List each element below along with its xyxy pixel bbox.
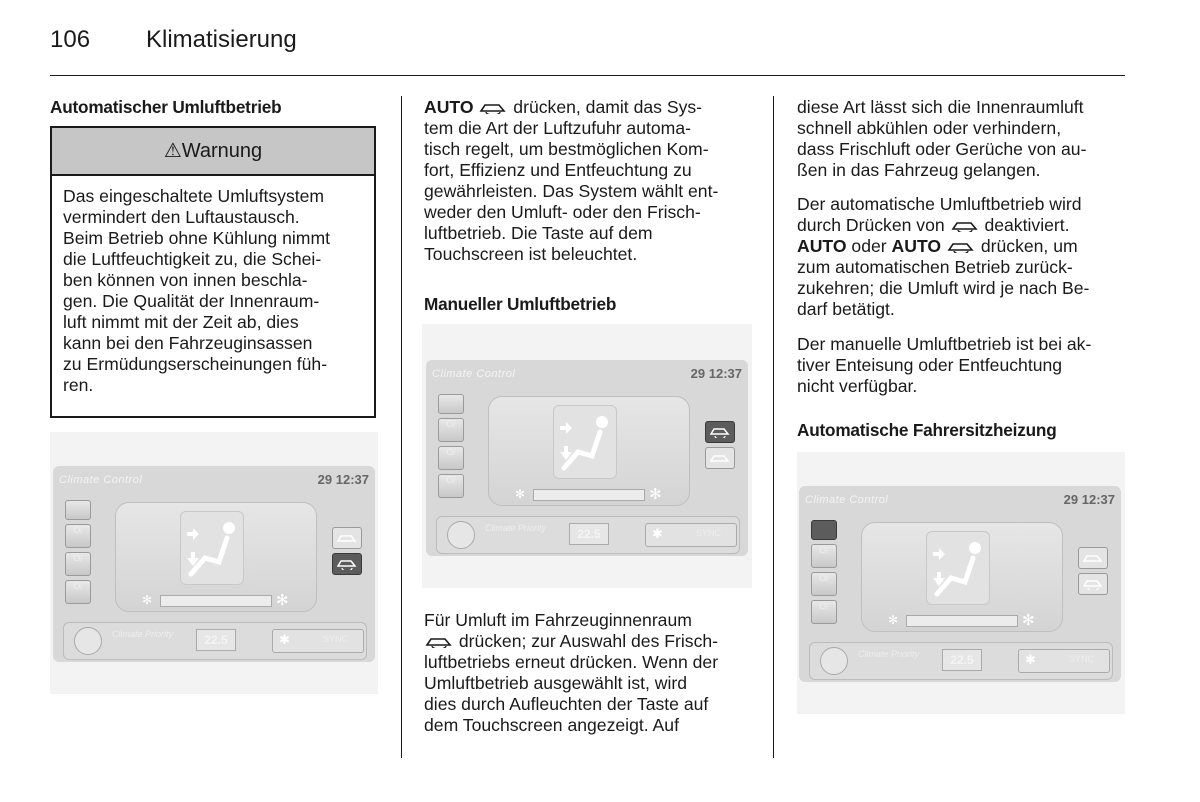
column-divider-1 bbox=[401, 96, 402, 758]
mode-button: O/ bbox=[438, 446, 464, 470]
text-line: oder bbox=[846, 236, 892, 256]
heading-automatic-recirculation: Automatischer Umluftbetrieb bbox=[50, 97, 282, 117]
text-line: Der automatische Umluftbetrieb wird bbox=[797, 194, 1082, 214]
text-line: Touchscreen ist beleuchtet. bbox=[424, 244, 638, 264]
mode-button: O/ bbox=[65, 524, 91, 548]
warning-title: Warnung bbox=[181, 140, 263, 162]
mode-button: O/ bbox=[65, 552, 91, 576]
page-number: 106 bbox=[50, 26, 91, 53]
climate-screen-image bbox=[797, 452, 1125, 714]
warning-line: gen. Die Qualität der Innenraum- bbox=[63, 291, 320, 311]
text-line: dass Frischluft oder Gerüche von au- bbox=[797, 139, 1087, 159]
auto-label: AUTO bbox=[797, 236, 847, 256]
text-line: tisch regelt, um bestmöglichen Kom- bbox=[424, 139, 709, 159]
text-line: dem Touchscreen angezeigt. Auf bbox=[424, 715, 679, 735]
mode-button: O/ bbox=[438, 474, 464, 498]
text-line: schnell abkühlen oder verhindern, bbox=[797, 118, 1062, 138]
fan-low-icon: ✻ bbox=[515, 487, 526, 501]
warning-line: vermindert den Luftaustausch. bbox=[63, 207, 300, 227]
seat-heating-button-active bbox=[811, 520, 837, 540]
text-line: drücken, damit das Sys- bbox=[508, 97, 703, 117]
paragraph-continuation bbox=[797, 97, 1137, 181]
text-line: gewährleisten. Das System wählt ent- bbox=[424, 181, 719, 201]
text-line: ßen in das Fahrzeug gelangen. bbox=[797, 160, 1041, 180]
text-line: dies durch Aufleuchten der Taste auf bbox=[424, 694, 709, 714]
recirculation-button bbox=[1078, 573, 1108, 595]
gear-icon: ✱ bbox=[279, 632, 290, 647]
climate-priority-label: Climate Priority bbox=[112, 629, 174, 639]
paragraph-manual-unavailable bbox=[797, 334, 1137, 397]
settings-sync-button bbox=[1018, 649, 1110, 673]
home-icon bbox=[447, 521, 475, 549]
climate-priority-label: Climate Priority bbox=[485, 523, 547, 533]
seat-button bbox=[65, 500, 91, 520]
climate-touchscreen bbox=[799, 486, 1121, 682]
airflow-panel bbox=[115, 502, 317, 612]
fan-low-icon: ✻ bbox=[142, 593, 153, 607]
climate-screen-image bbox=[422, 324, 752, 588]
text-line: zukehren; die Umluft wird je nach Be- bbox=[797, 278, 1090, 298]
text-line: tiver Enteisung oder Entfeuchtung bbox=[797, 355, 1063, 375]
seat-airflow-graphic bbox=[553, 405, 617, 479]
heading-driver-seat-heating: Automatische Fahrersitzheizung bbox=[797, 420, 1057, 440]
car-fresh-icon bbox=[1083, 553, 1103, 563]
page-header bbox=[50, 26, 297, 54]
paragraph-manual-mode bbox=[424, 610, 760, 736]
fresh-air-button bbox=[1078, 547, 1108, 569]
text-line: luftbetriebs erneut drücken. Wenn der bbox=[424, 652, 719, 672]
mode-button: O/ bbox=[811, 600, 837, 624]
column-divider-2 bbox=[773, 96, 774, 758]
screen-status: 29 12:37 bbox=[1063, 492, 1115, 507]
screen-status: 29 12:37 bbox=[690, 366, 742, 381]
home-icon bbox=[74, 627, 102, 655]
warning-line: ren. bbox=[63, 375, 94, 395]
bottom-bar bbox=[63, 622, 367, 660]
text-line: luftbetrieb. Die Taste auf dem bbox=[424, 223, 653, 243]
seat-airflow-graphic bbox=[926, 531, 990, 605]
text-line: Umluftbetrieb ausgewählt ist, wird bbox=[424, 673, 688, 693]
text-line: drücken, um bbox=[975, 236, 1078, 256]
temperature-display: 22.5 bbox=[196, 629, 236, 651]
gear-icon: ✱ bbox=[652, 526, 663, 541]
climate-screen-image bbox=[50, 432, 378, 694]
home-icon bbox=[820, 647, 848, 675]
recirculation-symbol-icon bbox=[950, 219, 980, 232]
fan-slider bbox=[160, 595, 272, 607]
screen-title: Climate Control bbox=[432, 368, 516, 380]
heading-manual-recirculation: Manueller Umluftbetrieb bbox=[424, 294, 617, 314]
header-rule bbox=[50, 75, 1125, 76]
airflow-panel bbox=[861, 522, 1063, 632]
settings-sync-button bbox=[645, 523, 737, 547]
warning-text bbox=[52, 176, 374, 396]
fan-high-icon: ✻ bbox=[1022, 612, 1035, 629]
car-fresh-icon bbox=[710, 453, 730, 463]
warning-triangle-icon: ⚠ bbox=[163, 140, 182, 162]
gear-icon: ✱ bbox=[1025, 652, 1036, 667]
auto-label: AUTO bbox=[424, 97, 474, 117]
text-line: Für Umluft im Fahrzeuginnenraum bbox=[424, 610, 692, 630]
mode-button: O/ bbox=[65, 580, 91, 604]
text-line: fort, Effizienz und Entfeuchtung zu bbox=[424, 160, 692, 180]
paragraph-deactivation bbox=[797, 194, 1137, 320]
text-line: Der manuelle Umluftbetrieb ist bei ak- bbox=[797, 334, 1092, 354]
fan-low-icon: ✻ bbox=[888, 613, 899, 627]
text-line: durch Drücken von bbox=[797, 215, 950, 235]
car-fresh-icon bbox=[337, 533, 357, 543]
seat-button bbox=[438, 394, 464, 414]
fresh-air-button bbox=[332, 527, 362, 549]
seat-occupant-icon bbox=[181, 512, 243, 584]
settings-sync-button bbox=[272, 629, 364, 653]
fan-slider bbox=[906, 615, 1018, 627]
car-recirculation-icon bbox=[710, 426, 730, 438]
fan-high-icon: ✻ bbox=[276, 592, 289, 609]
text-line: deaktiviert. bbox=[979, 215, 1070, 235]
warning-line: kann bei den Fahrzeuginsassen bbox=[63, 333, 313, 353]
sync-label: SYNC bbox=[323, 634, 349, 644]
warning-line: die Luftfeuchtigkeit zu, die Schei- bbox=[63, 249, 322, 269]
bottom-bar bbox=[436, 516, 740, 554]
warning-line: Beim Betrieb ohne Kühlung nimmt bbox=[63, 228, 330, 248]
fan-slider bbox=[533, 489, 645, 501]
screen-status: 29 12:37 bbox=[317, 472, 369, 487]
airflow-panel bbox=[488, 396, 690, 506]
screen-title: Climate Control bbox=[805, 494, 889, 506]
warning-line: luft nimmt mit der Zeit ab, dies bbox=[63, 312, 299, 332]
mode-button: O/ bbox=[811, 572, 837, 596]
seat-airflow-graphic bbox=[180, 511, 244, 585]
temperature-display: 22.5 bbox=[942, 649, 982, 671]
seat-occupant-icon bbox=[554, 406, 616, 478]
recirculation-symbol-icon bbox=[478, 101, 508, 114]
climate-priority-label: Climate Priority bbox=[858, 649, 920, 659]
recirculation-button bbox=[705, 421, 735, 443]
sync-label: SYNC bbox=[1069, 654, 1095, 664]
text-line: tem die Art der Luftzufuhr automa- bbox=[424, 118, 691, 138]
car-recirculation-icon bbox=[337, 558, 357, 570]
screen-title: Climate Control bbox=[59, 474, 143, 486]
warning-header bbox=[52, 128, 374, 176]
sync-label: SYNC bbox=[696, 528, 722, 538]
page-title: Klimatisierung bbox=[146, 26, 297, 53]
car-recirculation-icon bbox=[1083, 578, 1103, 590]
warning-line: Das eingeschaltete Umluftsystem bbox=[63, 186, 325, 206]
mode-button: O/ bbox=[438, 418, 464, 442]
fresh-air-button bbox=[705, 447, 735, 469]
warning-line: zu Ermüdungserscheinungen füh- bbox=[63, 354, 328, 374]
climate-touchscreen bbox=[426, 360, 748, 556]
bottom-bar bbox=[809, 642, 1113, 680]
text-line: drücken; zur Auswahl des Frisch- bbox=[454, 631, 719, 651]
text-line: diese Art lässt sich die Innenraumluft bbox=[797, 97, 1084, 117]
seat-occupant-icon bbox=[927, 532, 989, 604]
recirculation-symbol-icon bbox=[424, 635, 454, 648]
mode-button: O/ bbox=[811, 544, 837, 568]
auto-label: AUTO bbox=[891, 236, 942, 256]
text-line: weder den Umluft- oder den Frisch- bbox=[424, 202, 701, 222]
text-line: nicht verfügbar. bbox=[797, 376, 918, 396]
recirculation-button bbox=[332, 553, 362, 575]
climate-touchscreen bbox=[53, 466, 375, 662]
text-line: darf betätigt. bbox=[797, 299, 895, 319]
warning-box bbox=[50, 126, 376, 418]
paragraph-auto-mode bbox=[424, 97, 754, 265]
text-line: zum automatischen Betrieb zurück- bbox=[797, 257, 1073, 277]
warning-line: ben können von innen beschla- bbox=[63, 270, 308, 290]
temperature-display: 22.5 bbox=[569, 523, 609, 545]
recirculation-symbol-icon bbox=[946, 240, 976, 253]
fan-high-icon: ✻ bbox=[649, 486, 662, 503]
